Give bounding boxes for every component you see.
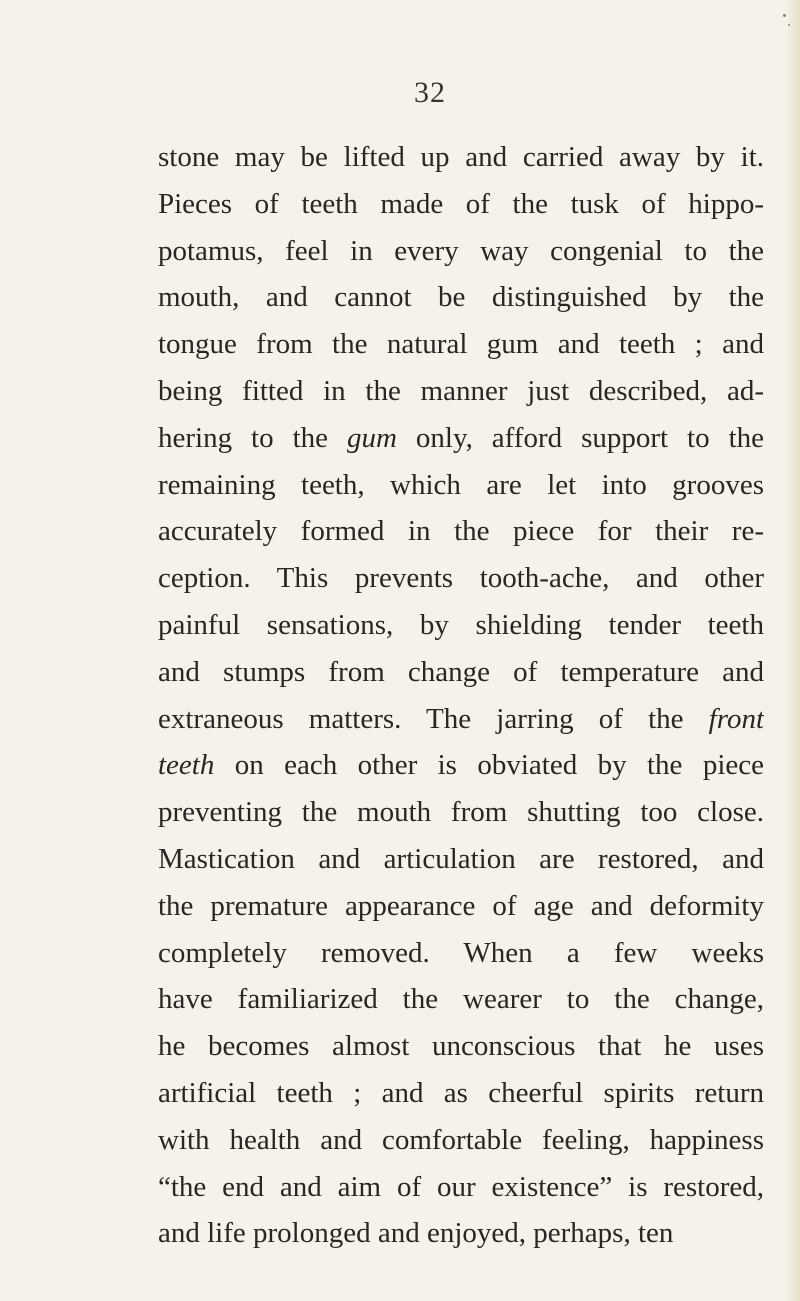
text-line: with health and comfortable feeling, happiness [158, 1123, 764, 1156]
text-line: being fitted in the manner just described, ad- [158, 374, 764, 407]
page-edge-shadow [786, 0, 800, 1301]
text-line: mouth, and cannot be distinguished by the [158, 281, 764, 314]
text-line: he becomes almost unconscious that he uses [158, 1030, 764, 1063]
text-run: on each other is obviated by the piece [214, 749, 764, 782]
italic-word: front [708, 702, 764, 735]
text-run: extraneous matters. The jarring of the [158, 702, 709, 735]
text-line: ception. This prevents tooth-ache, and other [158, 562, 764, 595]
text-line: “the end and aim of our existence” is restored, [158, 1170, 764, 1203]
text-line: have familiarized the wearer to the change, [158, 983, 764, 1016]
text-line: Mastication and articulation are restored, and [158, 842, 764, 875]
text-line: remaining teeth, which are let into grooves [158, 468, 764, 501]
text-line: preventing the mouth from shutting too close. [158, 796, 764, 829]
text-line: completely removed. When a few weeks [158, 936, 764, 969]
page-number: 32 [414, 76, 446, 109]
text-line: tongue from the natural gum and teeth ; and [158, 328, 764, 361]
italic-word: gum [346, 421, 397, 454]
text-line: Pieces of teeth made of the tusk of hippo- [158, 187, 764, 220]
text-run: only, afford support to the [396, 421, 764, 454]
text-line: stone may be lifted up and carried away by it. [158, 141, 764, 173]
text-line [158, 742, 764, 789]
ink-speck [783, 14, 786, 17]
text-line: potamus, feel in every way congenial to the [158, 234, 764, 267]
body-text [158, 134, 764, 1257]
italic-word: teeth [158, 749, 215, 782]
text-run: hering to the [158, 421, 347, 454]
text-line: and life prolonged and enjoyed, perhaps, ten [158, 1217, 674, 1250]
text-line: accurately formed in the piece for their re- [158, 515, 764, 548]
ink-speck [788, 24, 790, 26]
text-line [158, 696, 764, 743]
text-line: artificial teeth ; and as cheerful spirits return [158, 1076, 764, 1109]
text-line: the premature appearance of age and deformity [158, 889, 764, 922]
text-line: painful sensations, by shielding tender teeth [158, 608, 764, 641]
text-line: and stumps from change of temperature and [158, 655, 764, 688]
text-line [158, 415, 764, 462]
